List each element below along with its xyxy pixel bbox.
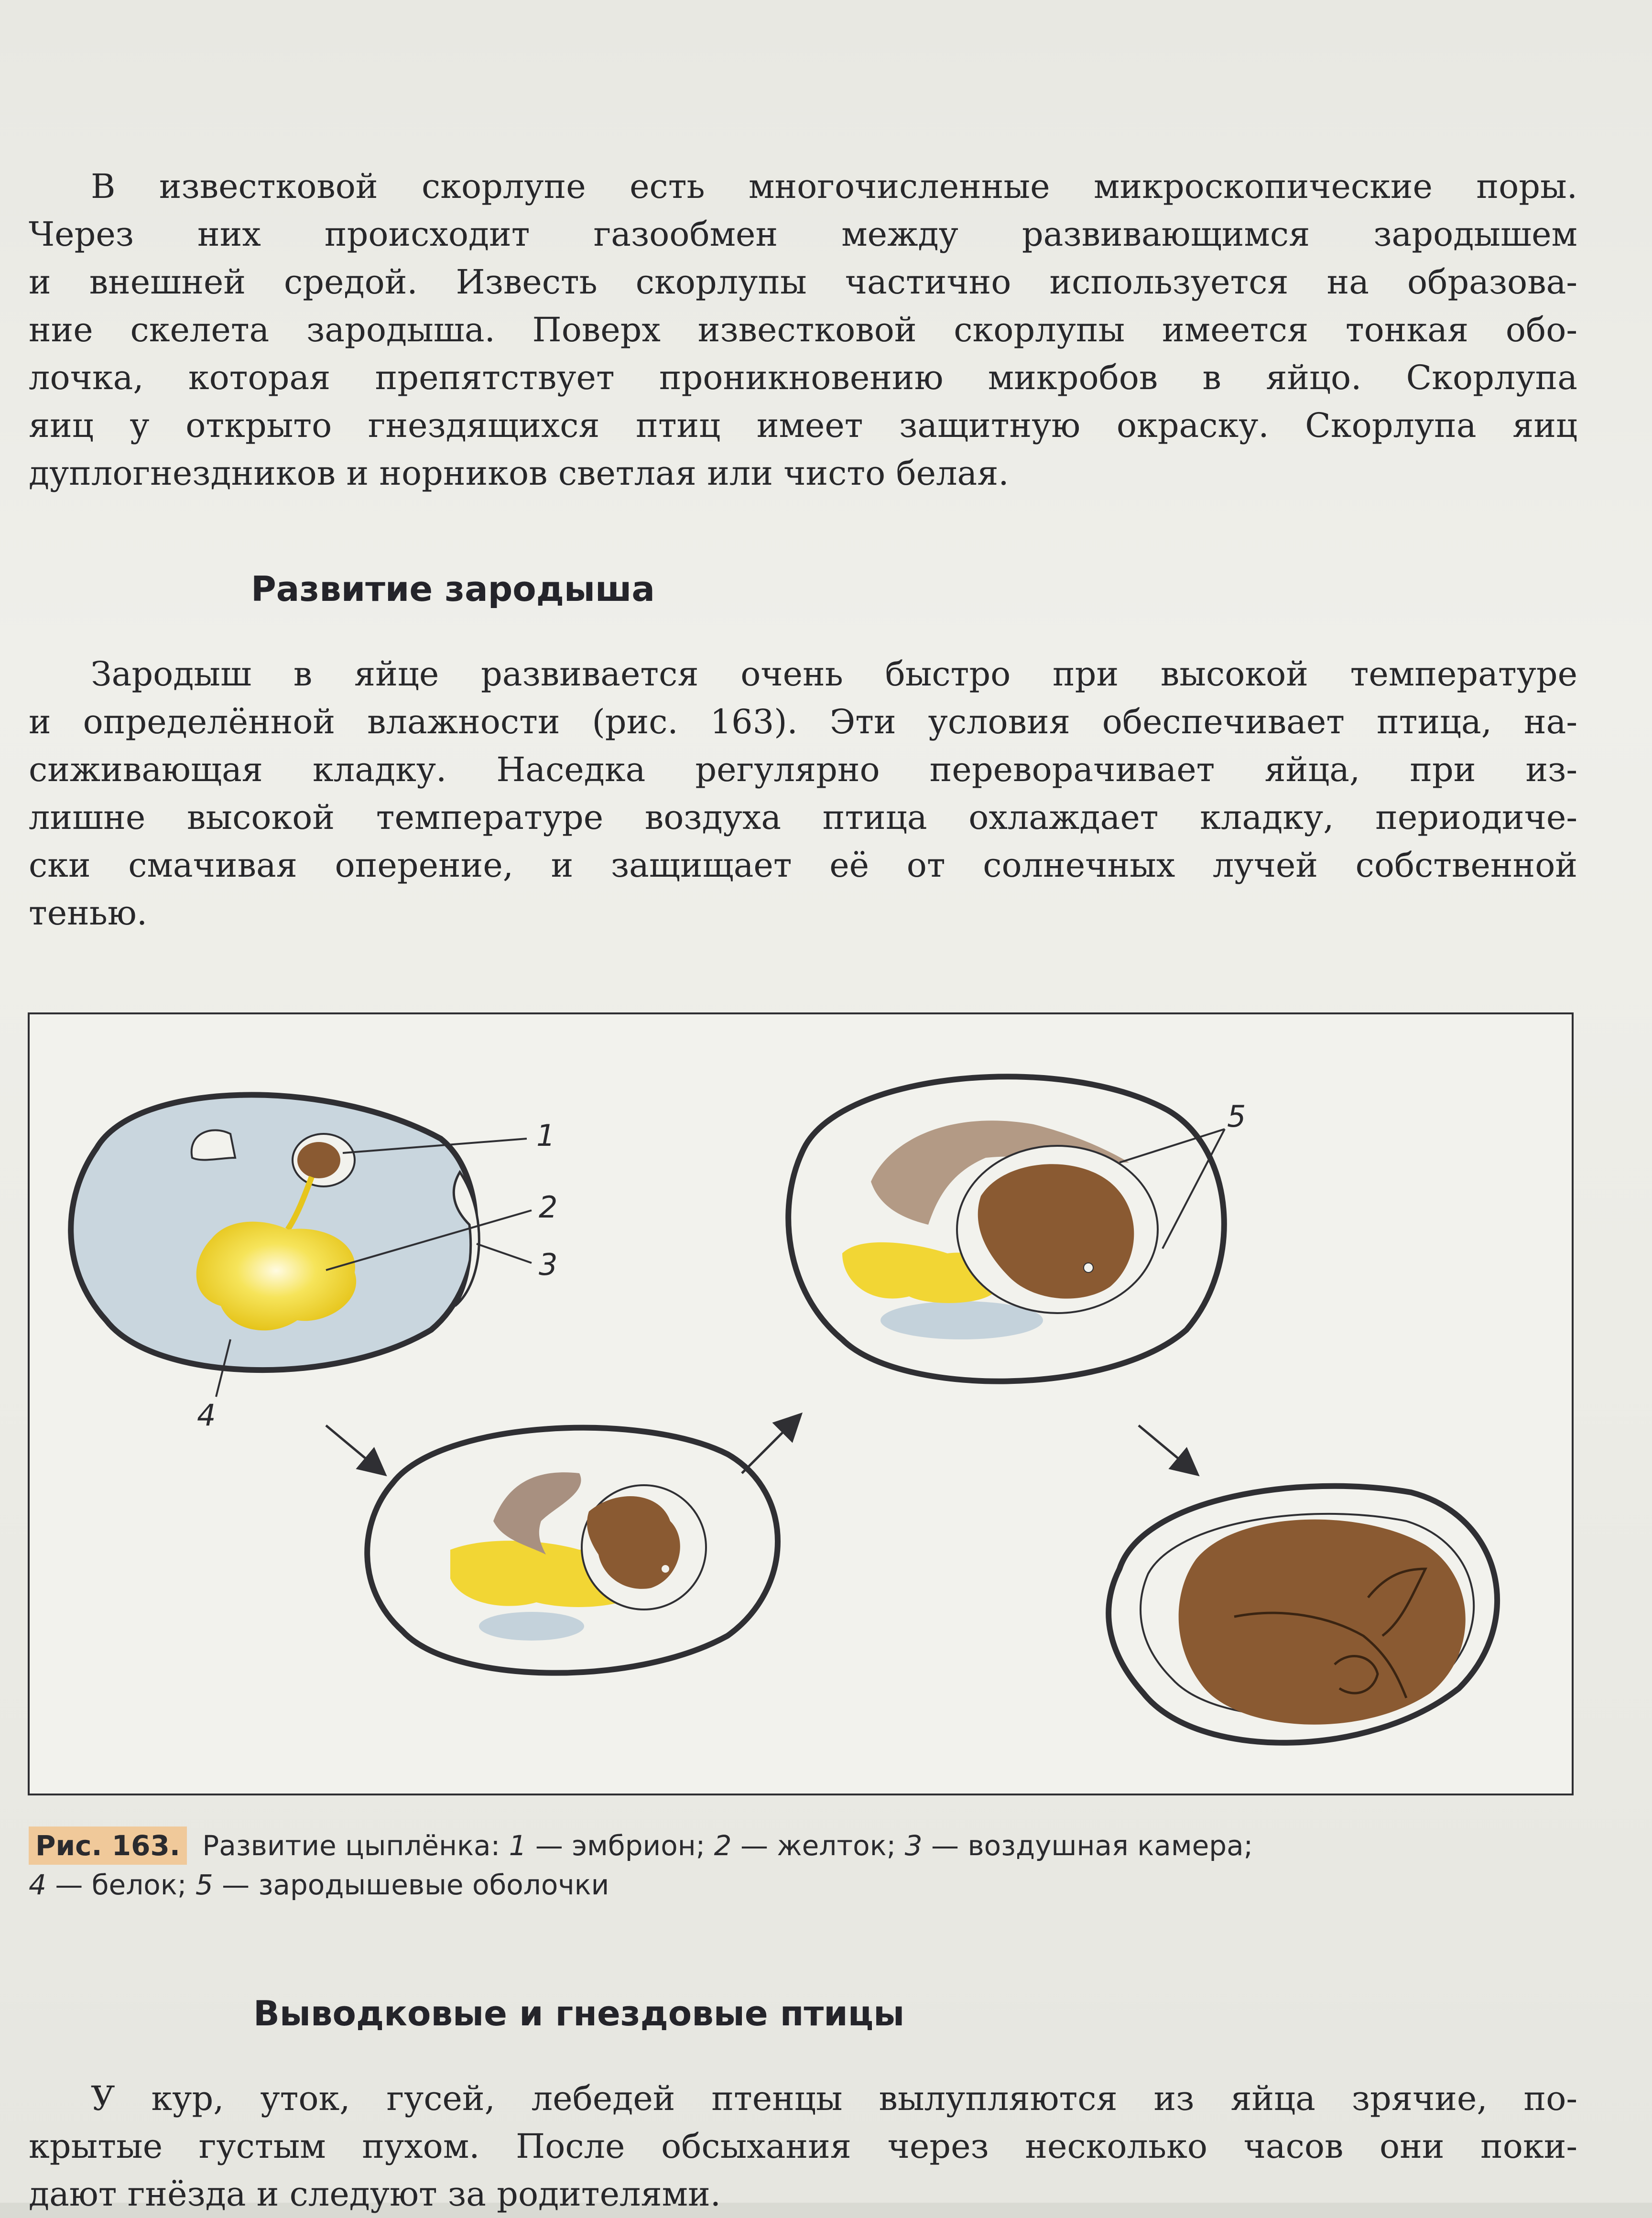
caption-key-4: 4 [29, 1869, 46, 1901]
text-line: дают гнёзда и следуют за родителями. [29, 2175, 721, 2214]
caption-desc-1: — эмбрион; [535, 1829, 706, 1862]
text-line: сиживающая кладку. Наседка регулярно переворачивает яйца, при из- [29, 750, 1577, 789]
section-heading-embryo-development: Развитие зародыша [251, 569, 655, 609]
figure-illustration [30, 1014, 1572, 1794]
caption-desc-2: — желток; [740, 1829, 896, 1862]
label-number-4: 4 [197, 1398, 216, 1433]
text-line: лишне высокой температуре воздуха птица охлаждает кладку, периодиче- [29, 798, 1577, 837]
text-line: и внешней средой. Известь скорлупы частично используется на образова- [29, 262, 1577, 302]
text-line: крытые густым пухом. После обсыхания через несколько часов они поки- [29, 2127, 1577, 2166]
arrow-stage-3-to-4 [1139, 1425, 1196, 1473]
label-number-1: 1 [536, 1118, 555, 1153]
egg-3-eye [1084, 1263, 1093, 1272]
egg-2-albumen-band [479, 1612, 584, 1641]
paragraph-embryo-development [29, 650, 1577, 937]
text-line: ски смачивая оперение, и защищает её от солнечных лучей собственной [29, 846, 1577, 885]
figure-caption [29, 1826, 1577, 1904]
text-line: ние скелета зародыша. Поверх известковой скорлупы имеется тонкая обо- [29, 310, 1577, 349]
egg-stage-3 [788, 1076, 1246, 1381]
text-line: Через них происходит газообмен между развивающимся зародышем [29, 215, 1577, 254]
caption-key-1: 1 [509, 1829, 527, 1862]
label-number-2: 2 [539, 1190, 558, 1225]
egg-2-eye [662, 1565, 669, 1573]
text-line: В известковой скорлупе есть многочисленные микроскопические поры. [91, 167, 1577, 206]
caption-desc-4: — белок; [55, 1869, 187, 1901]
label-number-5: 5 [1227, 1099, 1246, 1134]
caption-key-3: 3 [904, 1829, 923, 1862]
arrow-stage-1-to-2 [326, 1425, 383, 1473]
caption-desc-5: — зародышевые оболочки [222, 1869, 609, 1901]
egg-stage-2 [367, 1428, 778, 1673]
label-number-3: 3 [539, 1247, 558, 1282]
leader-line-3 [477, 1244, 532, 1263]
caption-key-2: 2 [714, 1829, 732, 1862]
text-line: У кур, уток, гусей, лебедей птенцы вылупляются из яйца зрячие, по- [91, 2079, 1577, 2118]
text-line: Зародыш в яйце развивается очень быстро при высокой температуре [91, 654, 1577, 694]
caption-title: Развитие цыплёнка: [202, 1829, 500, 1862]
caption-figure-label: Рис. 163. [29, 1827, 187, 1865]
egg-1-embryo [297, 1142, 340, 1178]
paragraph-shell-pores [29, 163, 1577, 497]
section-heading-precocial-altricial: Выводковые и гнездовые птицы [253, 1993, 905, 2033]
text-line: дуплогнездников и норников светлая или чисто белая. [29, 454, 1009, 493]
text-line: лочка, которая препятствует проникновению микробов в яйцо. Скорлупа [29, 358, 1577, 397]
egg-stage-4 [1109, 1486, 1497, 1743]
egg-4-chick [1179, 1520, 1466, 1725]
paragraph-precocial-birds [29, 2075, 1577, 2218]
arrow-stage-2-to-3 [742, 1416, 799, 1473]
caption-key-5: 5 [195, 1869, 213, 1901]
text-line: яиц у открыто гнездящихся птиц имеет защитную окраску. Скорлупа яиц [29, 406, 1577, 445]
caption-desc-3: — воздушная камера; [931, 1829, 1253, 1862]
text-line: и определённой влажности (рис. 163). Эти условия обеспечивает птица, на- [29, 702, 1577, 741]
figure-chick-development [28, 1012, 1574, 1795]
egg-stage-1 [71, 1095, 557, 1433]
text-line: тенью. [29, 893, 148, 933]
